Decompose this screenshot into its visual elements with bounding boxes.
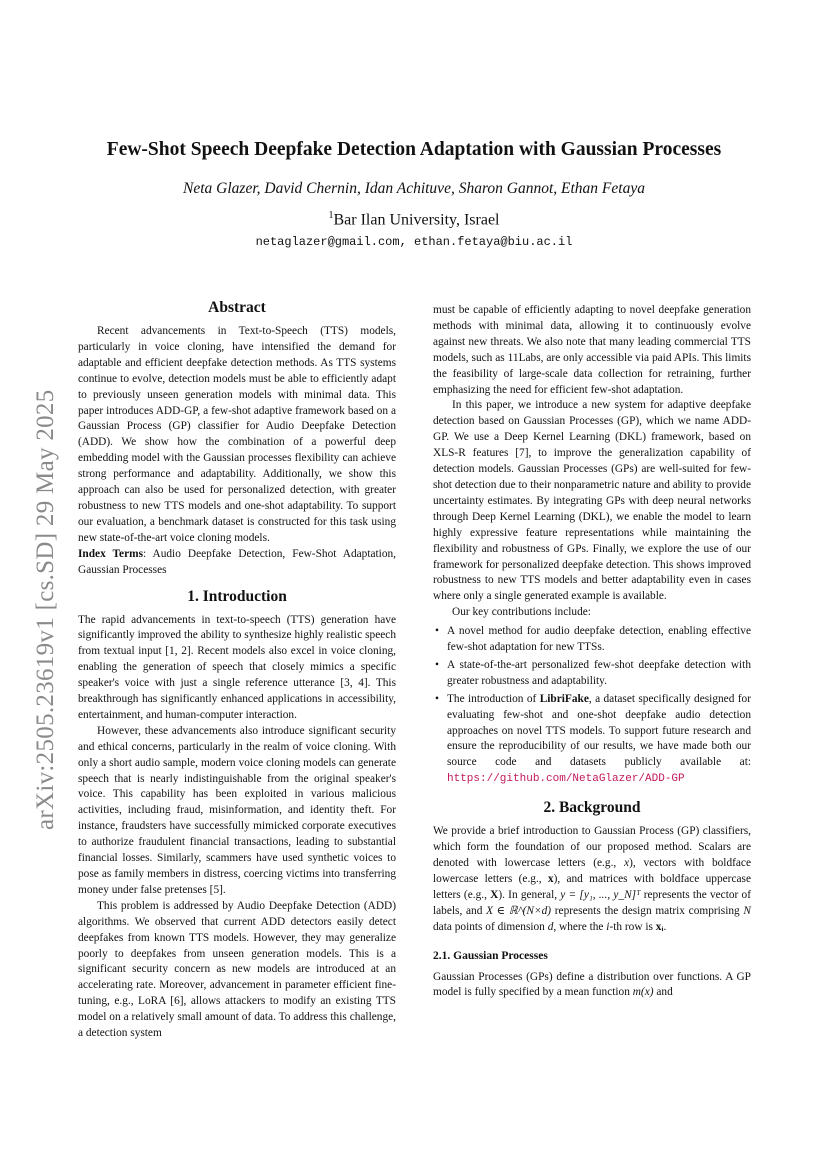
index-terms: Index Terms: Audio Deepfake Detection, Few-Shot Adaptation, Gaussian Processes (78, 547, 397, 576)
gp-subheading: 2.1. Gaussian Processes (433, 949, 548, 962)
list-item: • A novel method for audio deepfake detection, enabling effective few-shot adaptation for new TTSs. (447, 624, 751, 656)
list-item: • The introduction of LibriFake, a dataset specifically designed for evaluating few-shot and one-shot deepfake audio detection approaches on novel TTS models. To support future research and ensure the reproducibility of our results, we have made both our source code and datasets publicly available at: https://github.com/NetaGlazer/ADD-GP (447, 692, 751, 788)
abstract-heading: Abstract (208, 299, 266, 316)
author-list: Neta Glazer, David Chernin, Idan Achituve, Sharon Gannot, Ethan Fetaya (183, 180, 645, 197)
abstract-text: Recent advancements in Text-to-Speech (TTS) models, particularly in voice cloning, have intensified the demand for adaptable and efficient deepfake detection methods. As TTS systems continue to evolve, detection models must be able to efficiently adapt to previously unseen generation models with minimal data. This paper introduces ADD-GP, a few-shot adaptive framework based on a Gaussian Process (GP) classifier for Audio Deepfake Detection (ADD). We show how the combination of a powerful deep embedding model with the Gaussian processes flexibility can achieve strong performance and adaptability. Additionally, we show this approach can also be used for personalized detection, with greater robustness to new TTS models and one-shot adaptability. To support our evaluation, a benchmark dataset is constructed for this task using new state-of-the-art voice cloning models. (78, 325, 396, 544)
list-item: • A state-of-the-art personalized few-shot deepfake detection with greater robustness and adaptability. (447, 658, 751, 690)
left-column (78, 298, 396, 1042)
background-paragraph-1: We provide a brief introduction to Gaussian Process (GP) classifiers, which form the foundation of our proposed method. Scalars are denoted with lowercase letters (e.g., x), vectors with boldface lowercase letters (e.g., x), and matrices with boldface uppercase letters (e.g., X). In general, y = [y₁, ..., y_N]ᵀ represents the vector of labels, and X ∈ ℝ^(N×d) represents the design matrix comprising N data points of dimension d, where the i-th row is xᵢ. (433, 825, 751, 933)
intro-paragraph-3: This problem is addressed by Audio Deepfake Detection (ADD) algorithms. We observed that current ADD detectors easily detect deepfakes from known TTS models. However, they may generalize poorly to deepfakes from unseen generation models. This is a significant security concern as new models are introduced at an accelerating rate. Moreover, advancement in parameter efficient fine-tuning, e.g., LoRA [6], allows attackers to modify an existing TTS model on a relatively small amount of data. To address this challenge, a detection system (78, 899, 396, 1040)
intro-paragraph-2: However, these advancements also introduce significant security and ethical concerns, particularly in the realm of voice cloning. With only a short audio sample, modern voice cloning models can generate speech that is nearly indistinguishable from the original speaker's voice. This capability has been exploited in various malicious activities, including fraud, misinformation, and identity theft. For instance, fraudsters have successfully mimicked corporate executives to authorize fraudulent financial transactions, leading to substantial financial losses. Similarly, scammers have used synthetic voices to pose as family members in distress, coercing victims into transferring money under false pretenses [5]. (78, 724, 396, 896)
arxiv-watermark: arXiv:2505.23619v1 [cs.SD] 29 May 2025 (32, 389, 59, 830)
background-heading: 2. Background (543, 799, 641, 817)
background-paragraph-2: Gaussian Processes (GPs) define a distribution over functions. A GP model is fully specified by a mean function m(x) and (433, 970, 751, 999)
contributions-list (433, 624, 751, 788)
right-column (433, 303, 751, 1001)
author-emails: netaglazer@gmail.com, ethan.fetaya@biu.ac.il (255, 235, 573, 249)
intro-paragraph-1: The rapid advancements in text-to-speech (TTS) generation have significantly improved the ability to synthesize highly realistic speech from textual input [1, 2]. Recent models also excel in voice cloning, enabling the generation of speech that closely mimics a specific speaker's voice with just a single reference utterance [3, 4]. This breakthrough has significantly enhanced applications in accessibility, entertainment, and human-computer interaction. (78, 613, 396, 721)
intro-paragraph-5: Our key contributions include: (452, 606, 591, 619)
github-link[interactable]: https://github.com/NetaGlazer/ADD-GP (447, 773, 685, 786)
intro-paragraph-3-continued: must be capable of efficiently adapting to novel deepfake generation methods with minimal data, allowing it to continuously evolve against new threats. We also note that many leading commercial TTS models, such as 11Labs, are only accessible via paid APIs. This limits the feasibility of large-scale data collection for retraining, further emphasizing the need for efficient few-shot adaptation. (433, 304, 751, 396)
paper-title: Few-Shot Speech Deepfake Detection Adaptation with Gaussian Processes (106, 139, 722, 160)
affiliation: $^1$Bar Ilan University, Israel (328, 210, 500, 229)
intro-heading: 1. Introduction (187, 587, 287, 605)
intro-paragraph-4: In this paper, we introduce a new system for adaptive deepfake detection based on Gaussian Processes (GP), which we name ADD-GP. We use a Deep Kernel Learning (DKL) framework, based on XLS-R features [7], to improve the generalization capability of detection models. Gaussian Processes (GPs) are well-suited for few-shot detection due to their nonparametric nature and ability to provide uncertainty estimates. By integrating GPs with deep neural networks through Deep Kernel Learning (DKL), we enable the model to learn highly expressive feature representations while maintaining the flexibility and robustness of GPs. Finally, we explore the use of our framework for personalized deepfake detection. This shows improved robustness to new TTS models and better adaptability even in cases where only a single generated example is available. (433, 399, 751, 603)
